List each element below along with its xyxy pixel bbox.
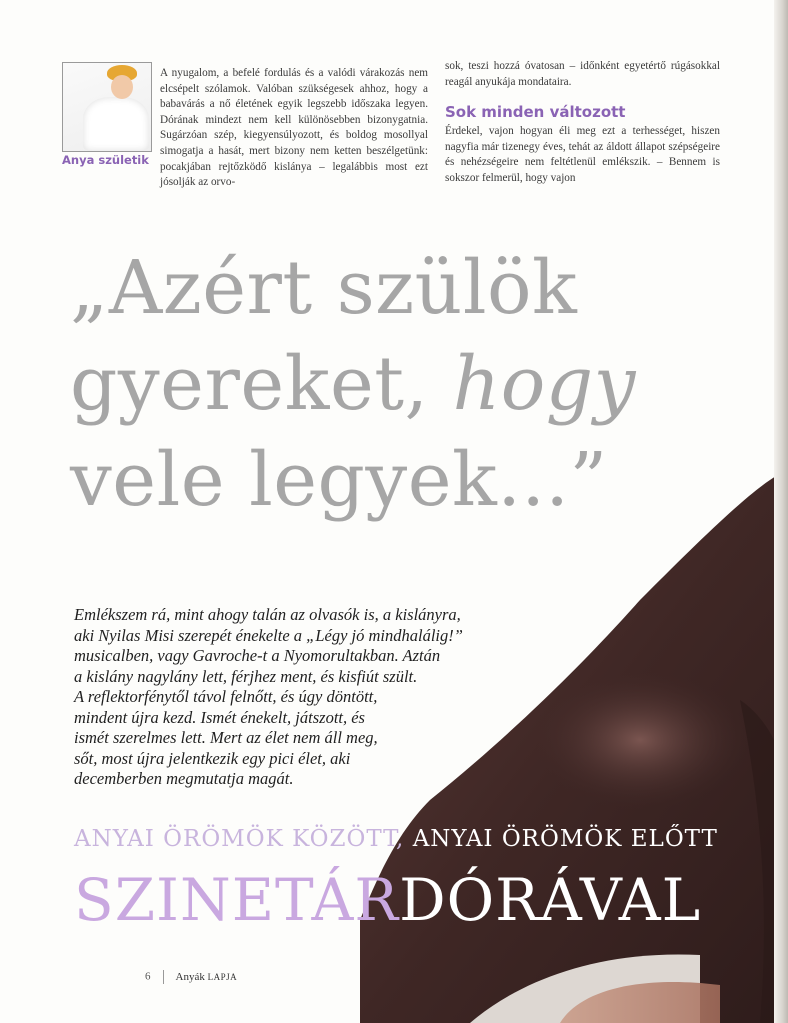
page-footer [145,970,237,984]
intro-line: A reflektorfénytől távol felnőtt, és úgy döntött, [74,687,378,706]
headline-kicker [74,826,718,852]
headline-name [74,866,701,934]
article-column-1: A nyugalom, a befelé fordulás és a valódi várakozás nem elcsépelt szólamok. Valóban szükségesek ahhoz, hogy a babavárás a nő életének egyik legszebb időszaka legyen. Dórának mindezt nem kell különösebben bizonygatnia. Sugárzóan szép, kiegyensúlyozott, és boldog mosollyal simogatja a hasát, mert bizony nem ketten beszélgetünk: pocakjában rejtőzködő kislánya – legalábbis most ezt jósolják az orvo- [160,67,428,189]
name-part-1: SZINETÁR [74,866,400,934]
intro-line: mindent újra kezd. Ismét énekelt, játszott, és [74,707,365,727]
name-part-2: DÓRÁVAL [399,866,702,934]
pull-quote [70,240,750,528]
page-edge [774,0,788,1023]
intro-line: aki Nyilas Misi szerepét énekelte a „Légy jó mindhalálig!” [74,625,463,645]
quote-line-2: gyereket, hogy [70,341,636,427]
section-subhead: Sok minden változott [445,103,626,121]
quote-line-3: vele legyek...” [70,437,608,523]
article-column-2-bottom: Érdekel, vajon hogyan éli meg ezt a terhességet, hiszen nagyfia már tizenegy éves, tehát az áldott állapot szépségeire és nehézségeire nem feltétlenül emlékszik. – Bennem is sokszor felmerül, hogy vajon [445,125,720,184]
kicker-part-2: ANYAI ÖRÖMÖK ELŐTT [412,826,718,852]
footer-divider [163,970,164,984]
article-column-2-top: sok, teszi hozzá óvatosan – időnként egyetértő rúgásokkal reagál anyukája mondataira. [445,60,720,88]
intro-paragraph [74,605,674,790]
kicker-part-1: ANYAI ÖRÖMÖK KÖZÖTT, [74,826,405,852]
quote-line-1: „Azért szülök [70,245,578,331]
publication-name: Anyák LAPJA [175,970,238,983]
intro-line: sőt, most újra jelentkezik egy pici élet, aki [74,748,351,768]
intro-line: Emlékszem rá, mint ahogy talán az olvasók is, a kislányra, [74,605,461,624]
intro-line: decemberben megmutatja magát. [74,769,294,788]
page-number: 6 [145,970,151,983]
photo-caption: Anya születik [62,153,149,167]
author-photo [62,62,152,152]
intro-line: a kislány nagylány lett, férjhez ment, és kisfiút szült. [74,666,418,686]
intro-line: ismét szerelmes lett. Mert az élet nem áll meg, [74,728,378,747]
intro-line: musicalben, vagy Gavroche-t a Nyomorultakban. Aztán [74,646,441,665]
